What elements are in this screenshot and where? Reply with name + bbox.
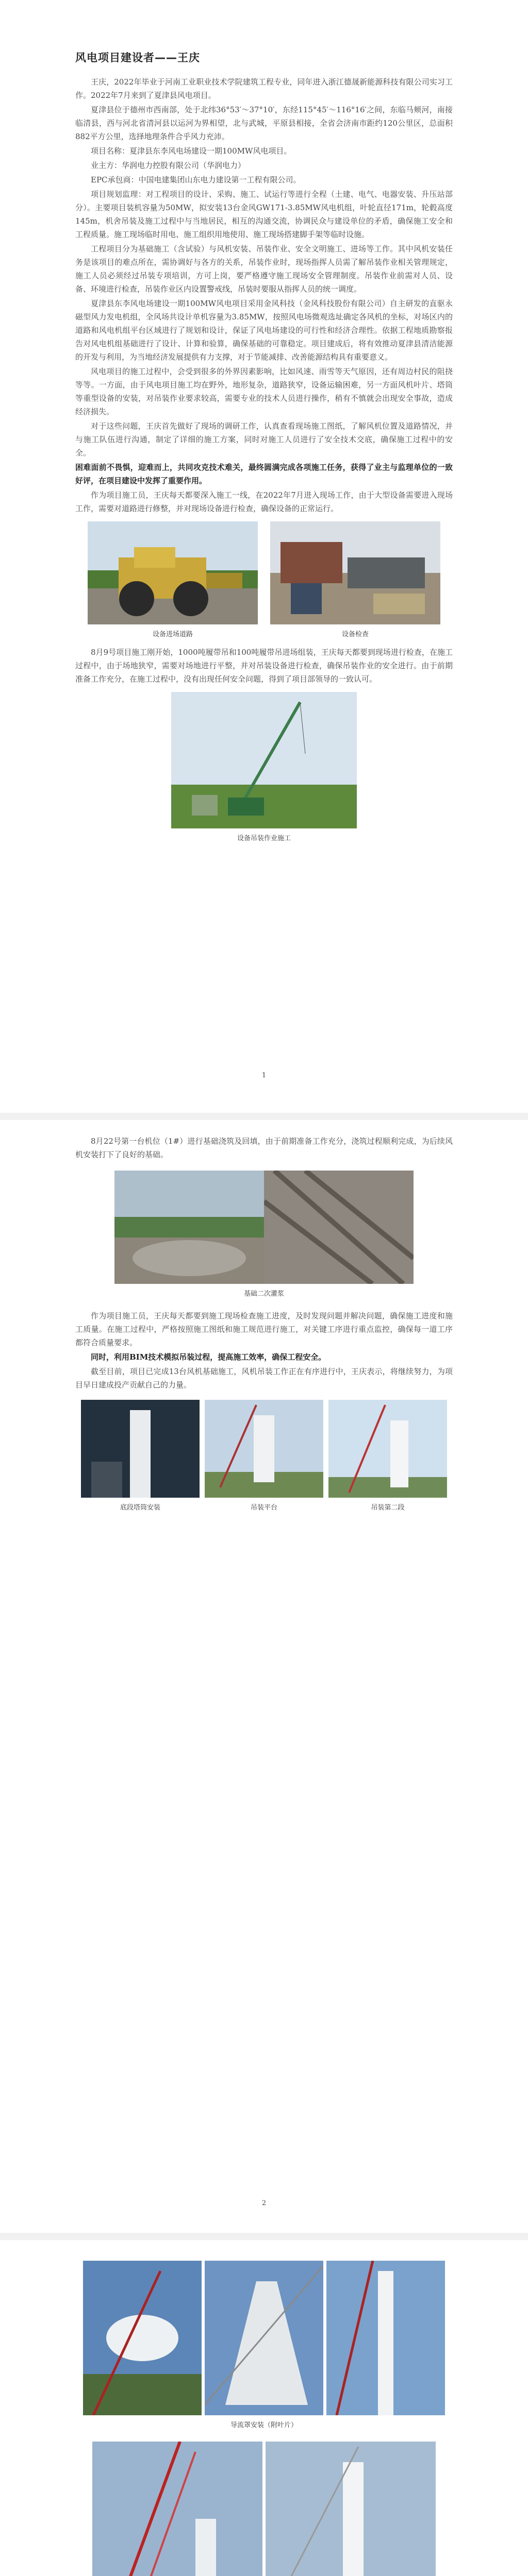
page2-content	[75, 1134, 453, 1512]
document-page-2	[0, 1120, 528, 2233]
photo-nacelle-2	[266, 2442, 436, 2576]
figure-row-4	[75, 1400, 453, 1512]
figure-row-5	[83, 2261, 445, 2415]
document-title: 风电项目建设者——王庆	[75, 52, 200, 64]
figure-caption: 吊装平台	[250, 1504, 277, 1512]
figure	[88, 521, 258, 638]
paragraph: 工程项目分为基础施工（含试验）与风机安装、吊装作业、安全文明施工、进场等工作。其中风机安装任务是该项目的难点所在，需协调好与各方的关系，吊装作业时，现场指挥人员需了解吊装作业相关管理规定，施工人员必须经过吊装专项培训，方可上岗，要严格遵守施工现场安全管理制度。吊装作业前需对人员、设备、环境进行检查，吊装作业区内设置警戒线，吊装时要服从指挥人员的统一调度。	[75, 244, 453, 294]
figure-caption: 设备吊装作业施工	[237, 835, 291, 842]
figure-caption: 设备进场道路	[152, 631, 193, 638]
photo-nose-cone-1	[83, 2261, 202, 2415]
paragraph: 夏津县东李风电场建设一期100MW风电项目采用金风科技（金风科技股份有限公司）自主研发的直驱永磁型风力发电机组，全风场共设计单机容量为3.85MW，按照风电场微观选址确定各风机的坐标，对场区内的道路和风电机组平台区域进行了规划和设计，保证了风电场建设的可行性和经济合理性。依据工程地质勘察报告对风电机组基础进行了设计、计算和验算，确保基础的可靠稳定。项目建成后，将有效推动夏津县清洁能源的开发与利用，为当地经济发展提供有力支撑，对于节能减排、改善能源结构具有重要意义。	[75, 299, 453, 362]
figure	[75, 2442, 453, 2576]
page-number: 2	[261, 2199, 267, 2207]
document-page-1	[0, 0, 528, 1113]
figure-caption: 基础二次灌浆	[243, 1290, 284, 1298]
paragraph: 项目名称：夏津县东李风电场建设一期100MW风电项目。	[91, 146, 292, 156]
page1-content	[75, 49, 453, 842]
figure	[75, 1171, 453, 1298]
page-number: 1	[261, 1072, 267, 1079]
figure-row-1	[75, 521, 453, 638]
figure	[270, 521, 440, 638]
paragraph: 项目规划监理：对工程项目的设计、采购、施工、试运行等进行全程（土建、电气、电器安装、升压站部分）。主要项目装机容量为50MW，拟安装13台金风GW171-3.85MW风电机组，叶轮直径171m，轮毂高度145m，机舍吊装及施工过程中与当地居民，相互的沟通交流，协调民众与建设单位的矛盾，确保施工安全和工程质量。施工现场临时用电、施工组织用地使用、施工现场搭建脚手架等临时设施。	[75, 190, 453, 239]
figure-row-3	[114, 1171, 414, 1284]
photo-equipment-check	[270, 521, 440, 624]
photo-crane-lifting	[171, 692, 357, 828]
paragraph: 对于这些问题，王庆首先做好了现场的调研工作，认真查看现场施工图纸，了解风机位置及道路情况，并与施工队伍进行沟通，制定了详细的施工方案，同时对施工人员进行了安全技术交底，确保施工过程中的安全。	[75, 421, 453, 457]
paragraph: 夏津县位于德州市西南部，处于北纬36°53′～37°10′，东经115°45′～116°16′之间，东临马颊河，南接临清县，西与河北省清河县以运河为界相望，北与武城，平原县相接，全省会济南市距约120公里区，总面积882平方公里，选择地理条件合乎风力充沛。	[75, 105, 453, 141]
figure	[75, 692, 453, 842]
photo-tower-base	[81, 1400, 200, 1498]
paragraph: 8月22号第一台机位（1#）进行基础浇筑及回填，由于前期准备工作充分，浇筑过程顺利完成，为后续风机安装打下了良好的基础。	[75, 1137, 453, 1159]
paragraph: 作为项目施工员，王庆每天都要深入施工一线，在2022年7月进入现场工作，由于大型设备需要进入现场工作，需要对道路进行修整，并对现场设备进行检查，确保设备的正常运行。	[75, 490, 453, 513]
paragraph: 风电项目的施工过程中，会受到很多的外界因素影响，比如风速、雨雪等天气原因，还有周边村民的阻挠等等。一方面，由于风电项目施工均在野外，地形复杂，道路狭窄，设备运输困难，另一方面风机叶片、塔筒等重型设备的安装，对吊装作业要求较高，需要专业的技术人员进行操作，稍有不慎就会出现安全事故，造成经济损失。	[75, 367, 453, 416]
figure	[81, 1400, 200, 1512]
paragraph: EPC承包商：中国电建集团山东电力建设第一工程有限公司。	[91, 175, 301, 184]
paragraph: 截至目前，项目已完成13台风机基础施工，风机吊装工作正在有序进行中，王庆表示，将继续努力，为项目早日建成投产贡献自己的力量。	[75, 1367, 453, 1389]
paragraph: 作为项目施工员，王庆每天都要到施工现场检查施工进度，及时发现问题并解决问题，确保施工进度和施工质量。在施工过程中，严格按照施工图纸和施工规范进行施工，对关键工序进行重点监控，确保每一道工序都符合质量要求。	[75, 1311, 453, 1347]
figure	[75, 2261, 453, 2429]
photo-hoisting-platform	[205, 1400, 323, 1498]
figure	[328, 1400, 447, 1512]
paragraph: 业主方：华润电力控股有限公司（华润电力）	[91, 161, 246, 170]
figure-caption: 底段塔筒安装	[120, 1504, 160, 1512]
figure-row-6	[92, 2442, 436, 2576]
paragraph: 王庆，2022年毕业于河南工业职业技术学院建筑工程专业，同年进入浙江德晟新能源科技有限公司实习工作。2022年7月来到了夏津县风电项目。	[75, 77, 453, 100]
document-page-3	[0, 2240, 528, 2576]
photo-nose-cone-2	[205, 2261, 323, 2415]
photo-road-tractor	[88, 521, 258, 624]
photo-nacelle-1	[92, 2442, 262, 2576]
figure-caption: 设备检查	[341, 631, 369, 638]
photo-second-section	[328, 1400, 447, 1498]
page3-content	[75, 2261, 453, 2576]
bold-paragraph: 困难面前不畏惧，迎难而上，共同攻克技术难关，最终圆满完成各项施工任务，获得了业主与监理单位的一致好评，在项目建设中发挥了重要作用。	[75, 463, 453, 485]
photo-foundation-detail	[264, 1171, 414, 1284]
photo-nose-cone-3	[326, 2261, 445, 2415]
photo-foundation-site	[114, 1171, 264, 1284]
bold-paragraph: 同时，利用BIM技术模拟吊装过程，提高施工效率，确保工程安全。	[91, 1352, 326, 1362]
paragraph: 8月9号项目施工刚开始，1000吨履带吊和100吨履带吊进场组装，王庆每天都要到现场进行检查，在施工过程中，由于场地狭窄，需要对场地进行平整，并对吊装设备进行检查，确保吊装作业的安全进行。由于前期准备工作充分，在施工过程中，没有出现任何安全问题，得到了项目部领导的一致认可。	[75, 648, 453, 684]
figure-caption: 吊装第二段	[371, 1504, 405, 1512]
figure	[205, 1400, 323, 1512]
figure-caption: 导流罩安装（附叶片）	[230, 2421, 298, 2429]
